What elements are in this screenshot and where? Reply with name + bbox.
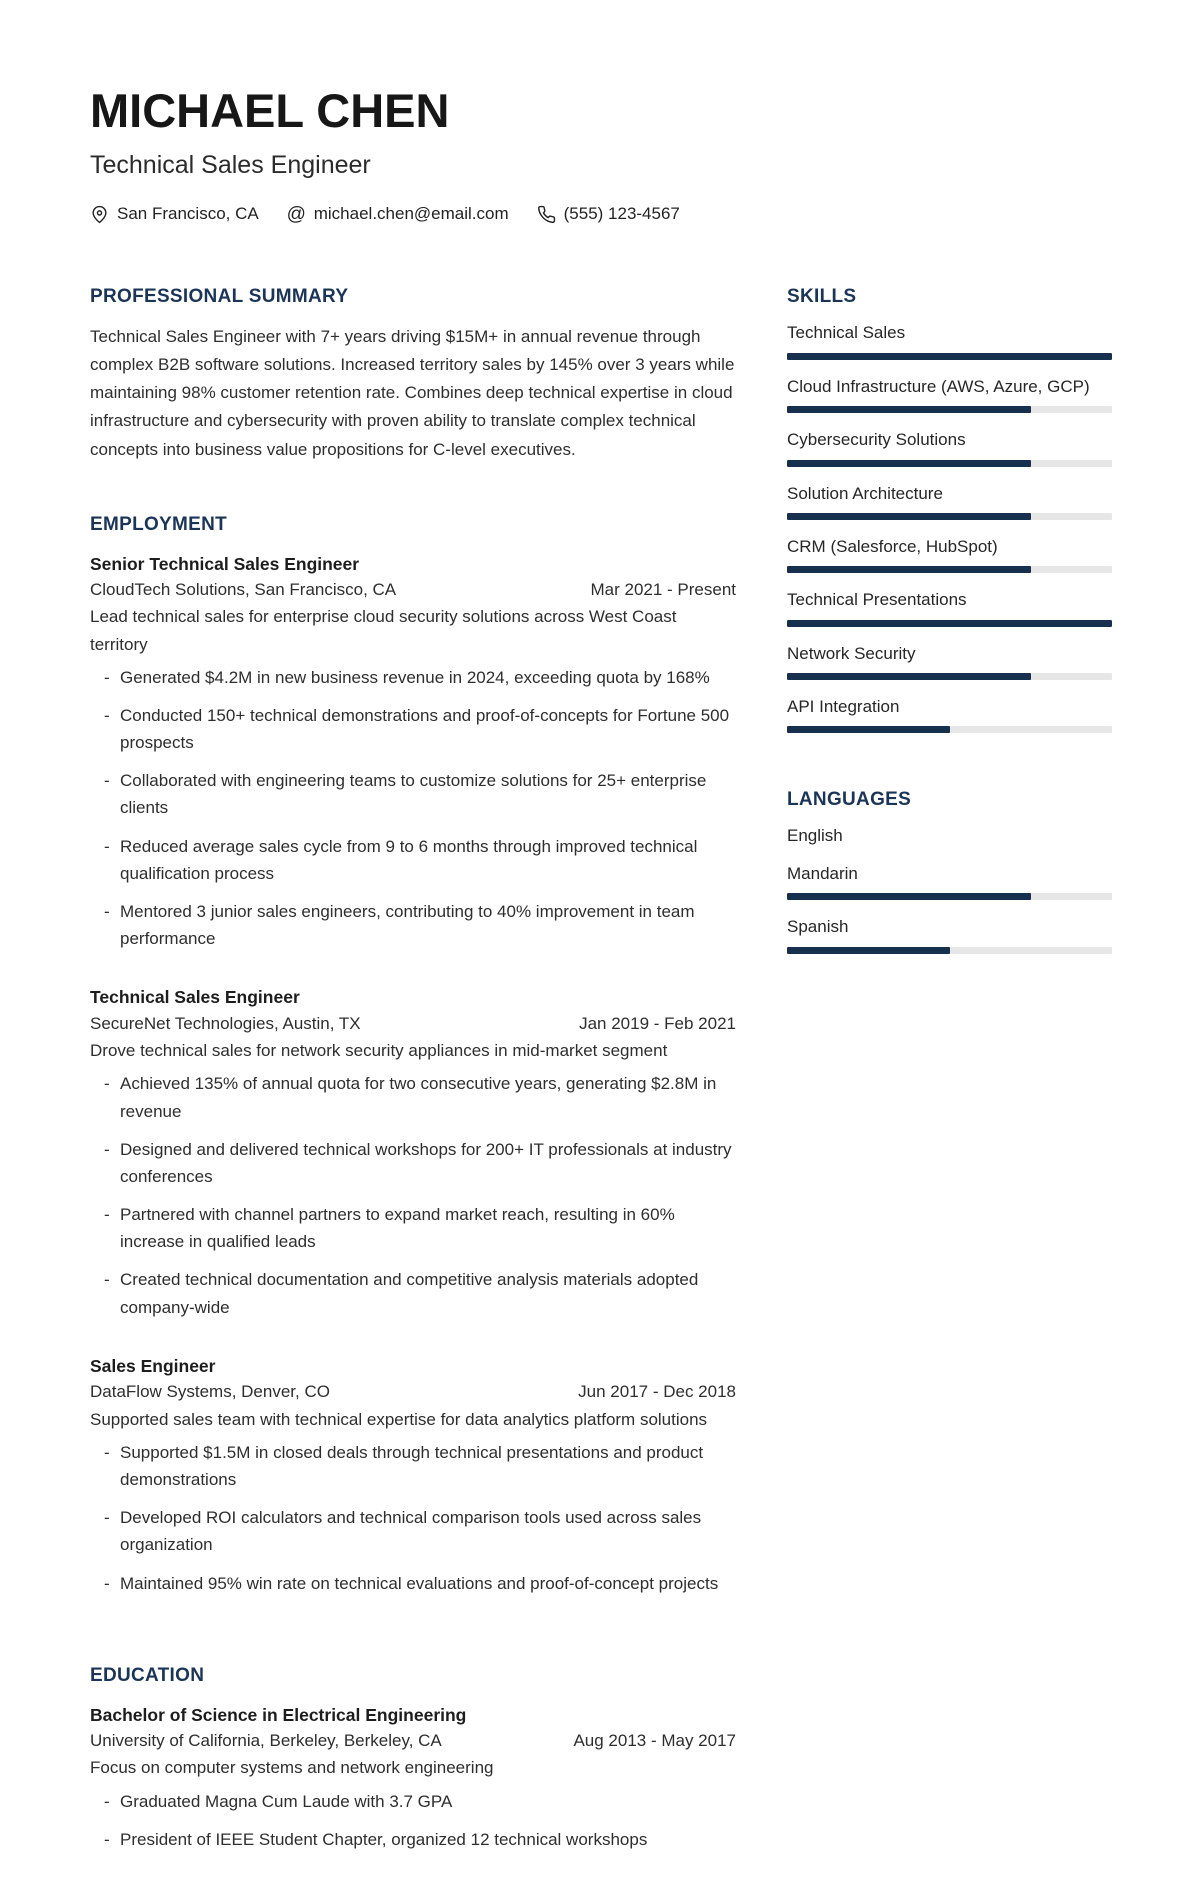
- job-dates: Mar 2021 - Present: [590, 579, 736, 599]
- language-bar: [787, 947, 1112, 954]
- skill-bar-fill: [787, 620, 1112, 627]
- skill-bar-fill: [787, 460, 1031, 467]
- section-heading-languages: LANGUAGES: [787, 789, 912, 811]
- main-column: [90, 286, 736, 1903]
- contact-email: [287, 204, 509, 224]
- job-company-row: [90, 577, 736, 603]
- job-dates: Jun 2017 - Dec 2018: [578, 1382, 736, 1402]
- section-heading-education: EDUCATION: [90, 1664, 205, 1686]
- summary-text: Technical Sales Engineer with 7+ years driving $15M+ in annual revenue through complex B2B software solutions. Increased territory sales by 145% over 3 years while maintaining 98% customer retention rate. Combines deep technical expertise in cloud infrastructure and cybersecurity with proven ability to translate complex technical concepts into business value propositions for C-level executives.: [90, 327, 735, 459]
- skill-label: Solution Architecture: [787, 483, 943, 503]
- skill-label: Cloud Infrastructure (AWS, Azure, GCP): [787, 376, 1090, 396]
- job-bullet: - Maintained 95% win rate on technical evaluations and proof-of-concept projects: [90, 1570, 736, 1597]
- skill-bar-fill: [787, 406, 1031, 413]
- job-bullet-list: [90, 664, 736, 953]
- language-item: [787, 864, 1112, 900]
- job-title: Senior Technical Sales Engineer: [90, 553, 360, 574]
- sidebar-column: [787, 286, 1112, 1903]
- person-name: MICHAEL CHEN: [90, 84, 450, 137]
- job-company: SecureNet Technologies, Austin, TX: [90, 1013, 361, 1033]
- job-company: CloudTech Solutions, San Francisco, CA: [90, 579, 397, 599]
- education-section: [90, 1665, 736, 1853]
- education-school: University of California, Berkeley, Berkeley, CA: [90, 1730, 442, 1750]
- skill-bar-fill: [787, 566, 1031, 573]
- language-label: Spanish: [787, 917, 849, 937]
- language-item: [787, 917, 1112, 953]
- education-dates: Aug 2013 - May 2017: [573, 1730, 736, 1750]
- skill-bar: [787, 673, 1112, 680]
- skill-label: Cybersecurity Solutions: [787, 430, 966, 450]
- languages-section: [787, 789, 1112, 953]
- education-entry: [90, 1702, 736, 1853]
- skill-item: [787, 323, 1112, 359]
- job-description: Supported sales team with technical expertise for data analytics platform solutions: [90, 1409, 708, 1429]
- skill-item: [787, 697, 1112, 733]
- contact-email-text: michael.chen@email.com: [313, 204, 509, 224]
- language-bar-fill: [787, 893, 1031, 900]
- job-entry: [90, 1353, 736, 1597]
- education-description: Focus on computer systems and network engineering: [90, 1758, 494, 1778]
- skill-bar: [787, 460, 1112, 467]
- skills-section: [787, 286, 1112, 733]
- job-bullet-list: [90, 1439, 736, 1597]
- skill-bar: [787, 406, 1112, 413]
- education-bullet: - Graduated Magna Cum Laude with 3.7 GPA: [90, 1788, 736, 1815]
- job-bullet: - Developed ROI calculators and technical comparison tools used across sales organization: [90, 1504, 736, 1558]
- skill-bar-fill: [787, 726, 950, 733]
- skill-item: [787, 644, 1112, 680]
- location-pin-icon: [90, 205, 109, 224]
- section-heading-summary: PROFESSIONAL SUMMARY: [90, 286, 349, 308]
- skill-label: Technical Sales: [787, 323, 906, 343]
- employment-section: [90, 514, 736, 1597]
- skill-item: [787, 377, 1112, 413]
- job-bullet: - Supported $1.5M in closed deals through technical presentations and product demonstrations: [90, 1439, 736, 1493]
- job-title: Technical Sales Engineer: [90, 987, 300, 1008]
- job-bullet: - Generated $4.2M in new business revenue in 2024, exceeding quota by 168%: [90, 664, 736, 691]
- skill-bar: [787, 726, 1112, 733]
- education-school-row: [90, 1728, 736, 1754]
- job-description: Drove technical sales for network security appliances in mid-market segment: [90, 1041, 668, 1061]
- skill-label: Technical Presentations: [787, 590, 967, 610]
- skill-item: [787, 484, 1112, 520]
- education-bullet-list: [90, 1788, 736, 1853]
- resume-header: [90, 86, 1112, 224]
- job-bullet: - Achieved 135% of annual quota for two consecutive years, generating $2.8M in revenue: [90, 1070, 736, 1124]
- contact-phone: [537, 204, 680, 224]
- content-columns: [90, 286, 1112, 1903]
- language-bar-fill: [787, 947, 950, 954]
- job-bullet: - Partnered with channel partners to expand market reach, resulting in 60% increase in qualified leads: [90, 1201, 736, 1255]
- education-bullet: - President of IEEE Student Chapter, organized 12 technical workshops: [90, 1826, 736, 1853]
- skill-bar-fill: [787, 513, 1031, 520]
- skill-label: Network Security: [787, 643, 916, 663]
- skill-bar: [787, 620, 1112, 627]
- language-label: English: [787, 826, 843, 846]
- contact-location: [90, 204, 259, 224]
- skill-bar: [787, 513, 1112, 520]
- skill-item: [787, 430, 1112, 466]
- at-sign-icon: @: [286, 203, 306, 225]
- job-company: DataFlow Systems, Denver, CO: [90, 1382, 330, 1402]
- skill-bar-fill: [787, 673, 1031, 680]
- phone-icon: [537, 205, 556, 224]
- job-description: Lead technical sales for enterprise cloud security solutions across West Coast territory: [90, 607, 677, 654]
- skill-bar: [787, 566, 1112, 573]
- skill-bar-fill: [787, 353, 1112, 360]
- skill-label: API Integration: [787, 697, 900, 717]
- job-company-row: [90, 1379, 736, 1405]
- job-title: Sales Engineer: [90, 1355, 216, 1376]
- job-bullet: - Reduced average sales cycle from 9 to 6 months through improved technical qualification process: [90, 833, 736, 887]
- skill-item: [787, 537, 1112, 573]
- contact-phone-text: (555) 123-4567: [563, 204, 680, 224]
- language-bar: [787, 893, 1112, 900]
- job-bullet: - Mentored 3 junior sales engineers, contributing to 40% improvement in team performance: [90, 898, 736, 952]
- skill-label: CRM (Salesforce, HubSpot): [787, 536, 998, 556]
- skill-bar: [787, 353, 1112, 360]
- person-job-title: Technical Sales Engineer: [90, 151, 371, 180]
- job-bullet: - Conducted 150+ technical demonstrations and proof-of-concepts for Fortune 500 prospects: [90, 702, 736, 756]
- job-bullet: - Designed and delivered technical workshops for 200+ IT professionals at industry conferences: [90, 1136, 736, 1190]
- section-heading-employment: EMPLOYMENT: [90, 513, 228, 535]
- professional-summary-section: [90, 286, 736, 463]
- language-item: [787, 826, 1112, 846]
- job-bullet-list: [90, 1070, 736, 1321]
- contact-location-text: San Francisco, CA: [117, 204, 259, 224]
- job-dates: Jan 2019 - Feb 2021: [579, 1013, 736, 1033]
- job-entry: [90, 551, 736, 953]
- section-heading-skills: SKILLS: [787, 286, 857, 308]
- contact-row: [90, 204, 1112, 224]
- job-entry: [90, 984, 736, 1320]
- job-bullet: - Created technical documentation and competitive analysis materials adopted company-wide: [90, 1266, 736, 1320]
- language-label: Mandarin: [787, 863, 858, 883]
- job-bullet: - Collaborated with engineering teams to customize solutions for 25+ enterprise clients: [90, 767, 736, 821]
- skill-item: [787, 590, 1112, 626]
- education-degree: Bachelor of Science in Electrical Engineering: [90, 1704, 467, 1725]
- job-company-row: [90, 1011, 736, 1037]
